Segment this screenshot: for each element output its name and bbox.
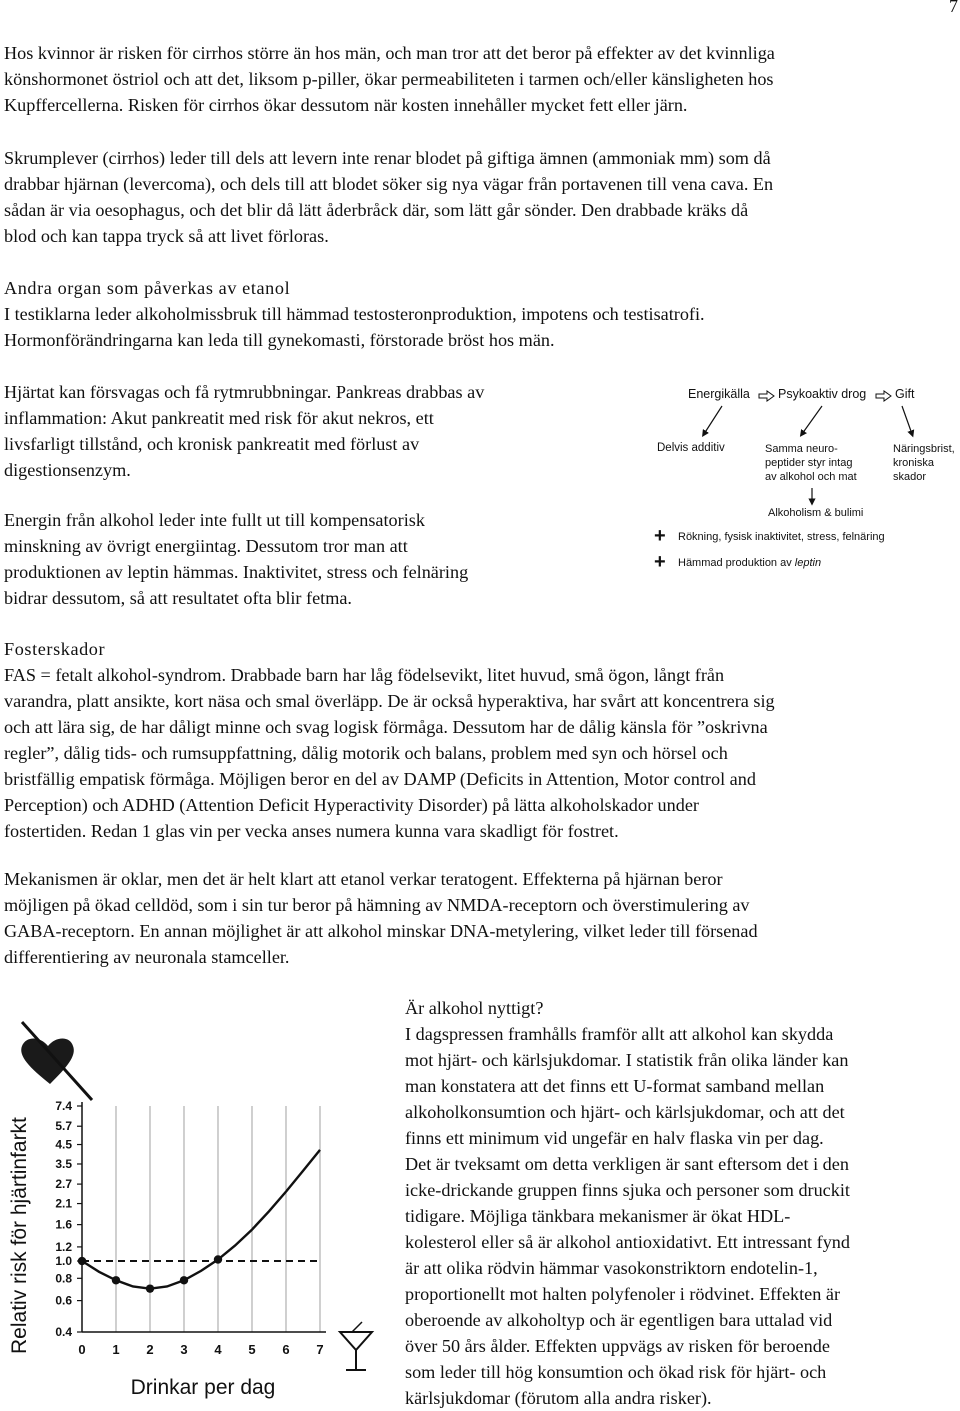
text-line: man konstatera att det finns ett U-format samband mellan bbox=[405, 1076, 825, 1096]
x-tick-label: 5 bbox=[248, 1342, 256, 1357]
text-line: Samma neuro- bbox=[765, 443, 838, 455]
diagram-result-label: Alkoholism & bulimi bbox=[768, 507, 864, 519]
data-point bbox=[214, 1255, 222, 1263]
text-line: minskning av övrigt energiintag. Dessutom tror man att bbox=[4, 536, 408, 556]
risk-curve bbox=[82, 1150, 320, 1289]
diagram-additive-label: Delvis additiv bbox=[657, 442, 725, 454]
y-tick-label: 1.0 bbox=[55, 1254, 72, 1269]
data-point bbox=[78, 1257, 86, 1265]
text-line: bristfällig empatisk förmåga. Möjligen beror en del av DAMP (Deficits in Attention, Motor control and bbox=[4, 769, 756, 789]
y-tick-label: 7.4 bbox=[55, 1099, 72, 1113]
x-tick-label: 2 bbox=[146, 1342, 154, 1357]
y-tick-label: 0.8 bbox=[55, 1271, 72, 1286]
text-line: kolesterol eller så är alkohol antioxidativt. Ett intressant fynd bbox=[405, 1232, 850, 1252]
text-line: oberoende av alkoholtyp och är egentligen bara uttalad vid bbox=[405, 1310, 833, 1330]
text-line: skador bbox=[893, 471, 927, 483]
leptin-word: leptin bbox=[794, 557, 822, 569]
diagram-damage-label bbox=[893, 442, 955, 484]
text-line: är att olika rödvin hämmar vasokonstriktorn endotelin-1, bbox=[405, 1258, 818, 1278]
diagram-psycho-label: Psykoaktiv drog bbox=[778, 387, 867, 401]
y-tick-label: 0.6 bbox=[55, 1293, 72, 1308]
text-line: Hormonförändringarna kan leda till gynekomasti, förstorade bröst hos män. bbox=[4, 330, 555, 350]
plus-icon: + bbox=[654, 551, 666, 573]
text-line: sådan är via oesophagus, och det blir då lätt åderbråck där, som lätt går sönder. Den drabbade kräks då bbox=[4, 200, 749, 220]
y-tick-label: 3.5 bbox=[55, 1156, 72, 1171]
text-line: varandra, platt ansikte, kort näsa och smal överläpp. De är också hyperaktiva, har svårt att koncentrera sig bbox=[4, 691, 775, 711]
text-line: och att lära sig, de har dåligt minne och svag logisk förmåga. Dessutom har de dålig känsla för ”oskrivna bbox=[4, 717, 768, 737]
paragraph-other-organs bbox=[4, 275, 705, 353]
text-line: tidigare. Möjliga tänkbara mekanismer är ökat HDL- bbox=[405, 1206, 791, 1226]
x-tick-label: 6 bbox=[282, 1342, 290, 1357]
text-line: inflammation: Akut pankreatit med risk för akut nekros, ett bbox=[4, 408, 434, 428]
wine-glass-icon bbox=[340, 1322, 372, 1370]
data-point bbox=[112, 1276, 120, 1284]
text-line: Skrumplever (cirrhos) leder till dels att levern inte renar blodet på giftiga ämnen (ammoniak mm) som då bbox=[4, 148, 771, 168]
text-line: Näringsbrist, bbox=[893, 443, 955, 455]
data-point bbox=[180, 1276, 188, 1284]
text-line: fostertiden. Redan 1 glas vin per vecka anses numera kunna vara skadligt för fostret. bbox=[4, 821, 619, 841]
text-line: Hämmad produktion av bbox=[678, 557, 795, 569]
text-line: digestionsenzym. bbox=[4, 460, 131, 480]
text-line: Hjärtat kan försvagas och få rytmrubbningar. Pankreas drabbas av bbox=[4, 382, 485, 402]
text-line: proportionellt mot halten polyfenoler i rödvinet. Effekten är bbox=[405, 1284, 841, 1304]
section-heading: Andra organ som påverkas av etanol bbox=[4, 278, 291, 298]
crossed-heart-icon bbox=[21, 1022, 92, 1100]
diagram-poison-label: Gift bbox=[895, 387, 915, 401]
section-heading: Är alkohol nyttigt? bbox=[405, 998, 544, 1018]
paragraph-fosterskador bbox=[4, 636, 775, 844]
paragraph-alcohol-healthy bbox=[405, 995, 850, 1411]
text-line: Hos kvinnor är risken för cirrhos större än hos män, och man tror att det beror på effekter av det kvinnliga bbox=[4, 43, 775, 63]
text-line: Perception) och ADHD (Attention Deficit Hyperactivity Disorder) på lätta alkoholskador under bbox=[4, 795, 699, 815]
text-line: FAS = fetalt alkohol-syndrom. Drabbade barn har låg födelsevikt, litet huvud, små ögon, långt från bbox=[4, 665, 725, 685]
diagram-plus-factor-1: Rökning, fysisk inaktivitet, stress, felnäring bbox=[678, 531, 885, 543]
risk-chart bbox=[0, 1010, 400, 1403]
text-line: livsfarligt tillstånd, och kronisk pankreatit med förlust av bbox=[4, 434, 420, 454]
y-tick-label: 1.2 bbox=[55, 1239, 72, 1254]
data-point bbox=[146, 1284, 154, 1292]
paragraph-heart-pancreas bbox=[4, 379, 484, 483]
text-line: alkoholkonsumtion och hjärt- och kärlsjukdomar, och att det bbox=[405, 1102, 845, 1122]
text-line: I testiklarna leder alkoholmissbruk till hämmad testosteronproduktion, impotens och testisatrofi. bbox=[4, 304, 705, 324]
text-line: som leder till hög konsumtion och ökad risk för hjärt- och bbox=[405, 1362, 827, 1382]
text-line: regler”, dålig tids- och rumsuppfattning, dålig motorik och balans, problem med syn och hörsel och bbox=[4, 743, 728, 763]
y-tick-label: 2.7 bbox=[55, 1177, 72, 1192]
text-line: bidrar dessutom, så att resultatet ofta blir fetma. bbox=[4, 588, 352, 608]
x-axis-label: Drinkar per dag bbox=[130, 1376, 276, 1399]
text-line: icke-drickande gruppen finns sjuka och personer som druckit bbox=[405, 1180, 850, 1200]
text-line: över 50 års ålder. Effekten uppvägs av risken för beroende bbox=[405, 1336, 830, 1356]
y-axis-label: Relativ risk för hjärtinfarkt bbox=[8, 1117, 31, 1354]
paragraph-skrumplever bbox=[4, 145, 773, 249]
x-tick-label: 3 bbox=[180, 1342, 188, 1357]
text-line: av alkohol och mat bbox=[765, 471, 857, 483]
text-line: GABA-receptorn. En annan möjlighet är att alkohol minskar DNA-metylering, vilket leder till försenad bbox=[4, 921, 758, 941]
x-tick-label: 7 bbox=[316, 1342, 324, 1357]
text-line: produktionen av leptin hämmas. Inaktivitet, stress och felnäring bbox=[4, 562, 469, 582]
x-tick-label: 4 bbox=[214, 1342, 222, 1357]
text-line: könshormonet östriol och att det, liksom p-piller, ökar permeabiliteten i tarmen och/eller känsligheten hos bbox=[4, 69, 774, 89]
diagram-neuropeptide-label bbox=[765, 442, 857, 484]
text-line: drabbar hjärnan (levercoma), och dels till att blodet söker sig nya vägar från portavenen till vena cava. En bbox=[4, 174, 774, 194]
y-tick-label: 4.5 bbox=[55, 1137, 72, 1152]
text-line: peptider styr intag bbox=[765, 457, 853, 469]
x-tick-label: 0 bbox=[78, 1342, 86, 1357]
plus-icon: + bbox=[654, 525, 666, 547]
x-tick-label: 1 bbox=[112, 1342, 120, 1357]
text-line: mot hjärt- och kärlsjukdomar. I statistik från olika länder kan bbox=[405, 1050, 849, 1070]
text-line: I dagspressen framhålls framför allt att alkohol kan skydda bbox=[405, 1024, 834, 1044]
text-line: Energin från alkohol leder inte fullt ut till kompensatorisk bbox=[4, 510, 425, 530]
paragraph-mechanism bbox=[4, 866, 758, 970]
y-tick-label: 1.6 bbox=[55, 1217, 72, 1232]
text-line: kärlsjukdomar (förutom alla andra risker). bbox=[405, 1388, 712, 1408]
page-number: 7 bbox=[949, 0, 958, 16]
section-heading: Fosterskador bbox=[4, 639, 106, 659]
text-line: möjligen på ökad celldöd, som i sin tur beror på hämning av NMDA-receptorn och överstimulering av bbox=[4, 895, 750, 915]
paragraph-cirrhos-women bbox=[4, 40, 775, 118]
y-tick-label: 5.7 bbox=[55, 1119, 72, 1134]
text-line: Mekanismen är oklar, men det är helt klart att etanol verkar teratogent. Effekterna på hjärnan beror bbox=[4, 869, 723, 889]
text-line: Kupffercellerna. Risken för cirrhos ökar dessutom när kosten innehåller mycket fett eller järn. bbox=[4, 95, 688, 115]
diagram-plus-factor-2 bbox=[678, 556, 821, 570]
y-tick-label: 2.1 bbox=[55, 1196, 72, 1211]
text-line: blod och kan tappa tryck så att livet förloras. bbox=[4, 226, 329, 246]
paragraph-energy bbox=[4, 507, 468, 611]
text-line: Det är tveksamt om detta verkligen är sant eftersom det i den bbox=[405, 1154, 849, 1174]
text-line: kroniska bbox=[893, 457, 934, 469]
y-tick-label: 0.4 bbox=[55, 1325, 72, 1339]
diagram-energy-label: Energikälla bbox=[688, 387, 750, 401]
text-line: finns ett minimum vid ungefär en halv flaska vin per dag. bbox=[405, 1128, 824, 1148]
text-line: differentiering av neuronala stamceller. bbox=[4, 947, 290, 967]
